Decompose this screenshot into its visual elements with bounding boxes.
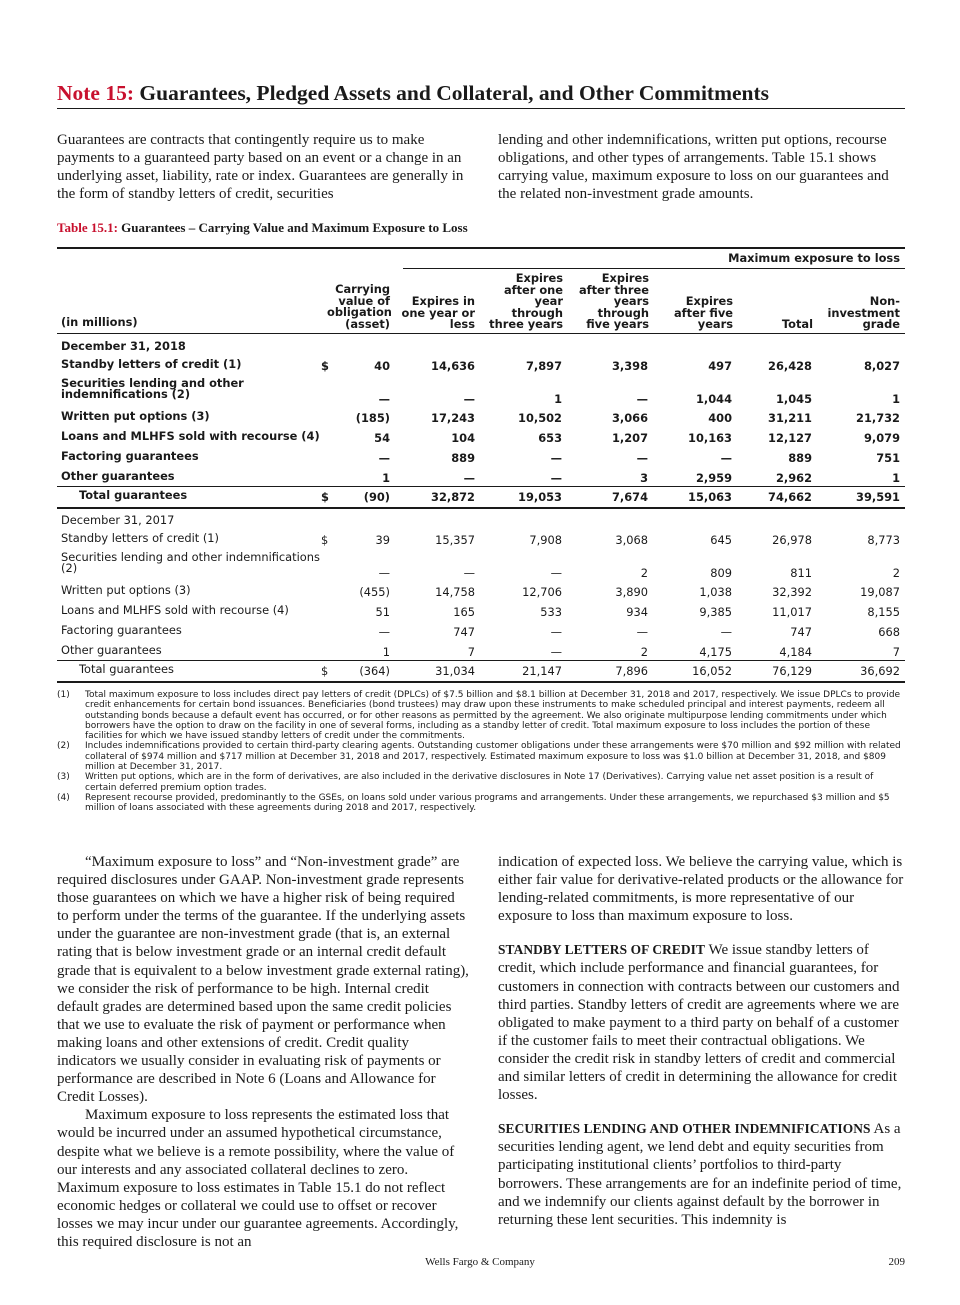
table-cell: —	[378, 392, 390, 406]
table-cell: 21,147	[522, 664, 562, 678]
table-cell: 21,732	[856, 411, 900, 425]
table-total-row	[57, 664, 905, 680]
body-left-column	[57, 853, 469, 1251]
table-cell: 15,357	[435, 533, 475, 547]
footnote-text: Represent recourse provided, predominantly to the GSEs, on loans sold under various programs and arrangements. Under these arrangements, we repurchased $3 million and $5 million of loans associated with these agreements during 2018 and 2017, respectively.	[85, 792, 890, 814]
table-cell: 39,591	[856, 490, 900, 504]
table-cell: 7,897	[525, 359, 562, 373]
dollar-sign: $	[321, 533, 329, 547]
table-cell: 2	[640, 645, 648, 659]
row-label: Other guarantees	[61, 469, 175, 483]
table-row	[57, 376, 905, 407]
table-cell: —	[636, 392, 648, 406]
body-left-paragraph-1: “Maximum exposure to loss” and “Non-investment grade” are required disclosures under GAAP. Non-investment grade represents those guarantees on which we have a higher risk of being required to perform under the terms of the guarantee. If the underlying assets under the guarantee are non-investment grade (that is, an external rating that is below investment grade or an internal credit default grade that is equivalent to a below investment grade external rating), we consider the risk of performance to be high. Internal credit default grades are determined based upon the same credit policies that we use to evaluate the risk of payment or performance when making loans and other extensions of credit. Credit quality indicators we usually consider in evaluating risk of payments or performance are described in Note 6 (Loans and Allowance for Credit Losses).	[57, 854, 469, 1106]
footnote-text: Total maximum exposure to loss includes direct pay letters of credit (DPLCs) of $7.5 billion and $8.1 billion at December 31, 2018 and 2017, respectively. We issue DPLCs to provide credit enhancements for certain bond issuances. Beneficiaries (bond trustees) may draw upon these instruments to make scheduled principal and interest payments, redeem all outstanding bonds because a default event has occurred, or for other reasons as permitted by the agreement. We also originate multipurpose lending commitments under which borrowers have the option to draw on the facility in one of several forms, including as a standby letter of credit. Total maximum exposure to loss includes the portion of these facilities for which we have issued standby letters of credit under the commitments.	[85, 690, 901, 742]
header-bottom-rule	[57, 333, 905, 334]
table-cell: 809	[710, 566, 732, 580]
table-row	[57, 471, 905, 487]
table-cell: 32,392	[772, 585, 812, 599]
table-cell: 36,692	[860, 664, 900, 678]
table-cell: 39	[375, 533, 390, 547]
table-cell: 645	[710, 533, 732, 547]
table-total-row	[57, 490, 905, 506]
table-row	[57, 645, 905, 661]
table-cell: (455)	[359, 585, 390, 599]
table-cell: 1	[892, 471, 900, 485]
table-cell: —	[550, 451, 562, 465]
footer-company: Wells Fargo & Company	[425, 1256, 535, 1268]
intro-left-column	[57, 131, 467, 203]
table-cell: 40	[374, 359, 390, 373]
row-label: Total guarantees	[79, 488, 188, 502]
table-cell: —	[550, 625, 562, 639]
table-rule	[57, 507, 905, 509]
footnote-number: (1)	[57, 690, 70, 700]
table-cell: 9,385	[699, 605, 732, 619]
intro-right-text: lending and other indemnifications, written put options, recourse obligations, and other types of arrangements. Table 15.1 shows carrying value, maximum exposure to loss on our guarantees and the related non-investment grade amounts.	[498, 132, 889, 203]
table-cell: 19,087	[860, 585, 900, 599]
section-date: December 31, 2017	[61, 513, 175, 527]
table-cell: 15,063	[688, 490, 732, 504]
note-header	[57, 80, 905, 109]
table-cell: 31,034	[435, 664, 475, 678]
row-label: Total guarantees	[79, 662, 174, 676]
table-row	[57, 625, 905, 641]
section-date: December 31, 2018	[61, 339, 186, 353]
table-cell: 4,184	[779, 645, 812, 659]
table-cell: 31,211	[768, 411, 812, 425]
page-title	[57, 80, 905, 106]
table-cell: 1	[382, 471, 390, 485]
row-label: Factoring guarantees	[61, 623, 182, 637]
footnote	[57, 690, 905, 741]
unit-label: (in millions)	[61, 315, 138, 329]
row-label: Other guarantees	[61, 643, 162, 657]
table-cell: 10,502	[518, 411, 562, 425]
table-cell: 1	[382, 645, 390, 659]
table-cell: 9,079	[863, 431, 900, 445]
table-row	[57, 605, 905, 621]
table-cell: 14,636	[431, 359, 475, 373]
column-header-non-investment: Non- investment grade	[827, 294, 900, 332]
table-cell: 934	[626, 605, 648, 619]
table-row	[57, 431, 905, 447]
table-rule	[57, 660, 905, 661]
table-cell: —	[378, 625, 390, 639]
table-cell: 14,758	[435, 585, 475, 599]
note-title: Guarantees, Pledged Assets and Collateral, and Other Commitments	[139, 81, 770, 105]
table-cell: 10,163	[688, 431, 732, 445]
row-label: Loans and MLHFS sold with recourse (4)	[61, 429, 320, 443]
standby-text: We issue standby letters of credit, which include performance and financial guarantees, for customers in connection with contracts between our customers and third parties. Standby letters of credit are agreements where we are obligated to make payment to a third party on behalf of a customer if the customer fails to meet their contractual obligations. We consider the credit risk in standby letters of credit and commercial and similar letters of credit in determining the allowance for credit losses.	[498, 942, 900, 1104]
table-caption: Guarantees – Carrying Value and Maximum Exposure to Loss	[121, 220, 468, 235]
table-cell: 7,908	[529, 533, 562, 547]
intro-right-column	[498, 131, 906, 203]
page-number: 209	[888, 1256, 905, 1268]
table-cell: (90)	[363, 490, 390, 504]
table-cell: 12,706	[522, 585, 562, 599]
table-row	[57, 451, 905, 467]
standby-heading: STANDBY LETTERS OF CREDIT	[498, 942, 705, 958]
row-label: Standby letters of credit (1)	[61, 531, 219, 545]
table-cell: 26,428	[768, 359, 812, 373]
table-cell: 17,243	[431, 411, 475, 425]
table-cell: —	[463, 471, 475, 485]
table-cell: 2,962	[775, 471, 812, 485]
column-header-one-year: Expires in one year or less	[401, 294, 475, 332]
column-header-total: Total	[781, 317, 813, 331]
table-cell: 889	[788, 451, 812, 465]
table-row	[57, 585, 905, 601]
table-cell: —	[720, 451, 732, 465]
dollar-sign: $	[321, 664, 329, 678]
table-row	[57, 359, 905, 375]
column-header-carrying-value: Carrying value of obligation (asset)	[327, 282, 392, 331]
table-cell: 751	[876, 451, 900, 465]
table-cell: (185)	[355, 411, 390, 425]
table-cell: 497	[708, 359, 732, 373]
dollar-sign: $	[321, 359, 329, 373]
table-cell: 3,068	[615, 533, 648, 547]
body-right-paragraph-1: indication of expected loss. We believe the carrying value, which is either fair value for derivative-related products or the allowance for lending-related commitments, is more representative of our exposure to loss than maximum exposure to loss.	[498, 854, 904, 925]
table-cell: —	[720, 625, 732, 639]
securities-text: As a securities lending agent, we lend debt and equity securities from participating institutional clients’ portfolios to third-party borrowers. These arrangements are for an indefinite period of time, and we indemnify our clients against default by the borrower in returning these lent securities. This indemnity is	[498, 1121, 902, 1228]
table-cell: (364)	[359, 664, 390, 678]
footnote-number: (2)	[57, 741, 70, 752]
footnote	[57, 793, 905, 814]
column-header-three-to-five: Expires after three years through five years	[578, 271, 649, 332]
table-cell: 7,896	[615, 664, 648, 678]
table-cell: 54	[374, 431, 390, 445]
column-header-one-to-three: Expires after one year through three years	[489, 271, 563, 332]
table-cell: 74,662	[768, 490, 812, 504]
footnote-number: (4)	[57, 792, 70, 803]
table-cell: —	[636, 451, 648, 465]
table-footnotes	[57, 690, 905, 814]
table-cell: 1	[892, 392, 900, 406]
table-label: Table 15.1:	[57, 220, 118, 235]
table-cell: 1	[554, 392, 562, 406]
table-cell: 12,127	[768, 431, 812, 445]
table-row	[57, 550, 905, 581]
body-left-paragraph-2: Maximum exposure to loss represents the estimated loss that would be incurred under an assumed hypothetical circumstance, despite what we believe is a remote possibility, where the value of our interests and any associated collateral declines to zero. Maximum exposure to loss estimates in Table 15.1 do not reflect economic hedges or collateral we could use to offset or recover losses we may incur under our guarantee agreements. Accordingly, this required disclosure is not an	[57, 1107, 459, 1250]
row-label: Securities lending and other indemnifications (2)	[61, 376, 244, 401]
table-cell: 7	[467, 645, 475, 659]
table-cell: —	[550, 566, 562, 580]
table-cell: —	[636, 625, 648, 639]
table-cell: 76,129	[772, 664, 812, 678]
standby-section	[498, 941, 906, 1104]
footnote	[57, 772, 905, 793]
table-cell: 668	[878, 625, 900, 639]
span-header-max-exposure: Maximum exposure to loss	[728, 251, 900, 265]
column-header-after-five: Expires after five years	[674, 294, 733, 332]
table-cell: 11,017	[772, 605, 812, 619]
table-cell: 3,066	[611, 411, 648, 425]
footnote-number: (3)	[57, 772, 70, 783]
table-cell: 32,872	[431, 490, 475, 504]
table-cell: —	[463, 392, 475, 406]
table-row	[57, 533, 905, 549]
table-cell: 533	[540, 605, 562, 619]
table-cell: 811	[790, 566, 812, 580]
table-row	[57, 411, 905, 427]
table-cell: 16,052	[692, 664, 732, 678]
table-cell: 653	[538, 431, 562, 445]
table-cell: 747	[453, 625, 475, 639]
table-cell: —	[550, 645, 562, 659]
table-cell: —	[378, 451, 390, 465]
table-cell: 889	[451, 451, 475, 465]
table-title	[57, 220, 468, 236]
table-cell: 104	[451, 431, 475, 445]
table-cell: 3,398	[611, 359, 648, 373]
table-top-rule	[57, 247, 905, 249]
table-cell: 1,038	[699, 585, 732, 599]
table-cell: 51	[375, 605, 390, 619]
note-number: Note 15:	[57, 81, 135, 105]
table-cell: —	[463, 566, 475, 580]
securities-heading: SECURITIES LENDING AND OTHER INDEMNIFICATIONS	[498, 1121, 871, 1137]
table-cell: 1,044	[695, 392, 732, 406]
row-label: Standby letters of credit (1)	[61, 357, 242, 371]
table-cell: 1,045	[775, 392, 812, 406]
table-cell: 8,027	[863, 359, 900, 373]
table-cell: 7,674	[611, 490, 648, 504]
table-cell: 3,890	[615, 585, 648, 599]
table-cell: 2,959	[695, 471, 732, 485]
table-cell: 4,175	[699, 645, 732, 659]
row-label: Written put options (3)	[61, 583, 191, 597]
table-cell: —	[378, 566, 390, 580]
row-label: Securities lending and other indemnifications (2)	[61, 550, 320, 575]
table-cell: 400	[708, 411, 732, 425]
dollar-sign: $	[321, 490, 329, 504]
footnote	[57, 741, 905, 772]
table-cell: 19,053	[518, 490, 562, 504]
footnote-text: Written put options, which are in the form of derivatives, are also included in the derivative disclosures in Note 17 (Derivatives). Carrying value net asset position is a result of certain deferred premium option trades.	[85, 772, 874, 793]
table-cell: 2	[892, 566, 900, 580]
table-cell: 747	[790, 625, 812, 639]
table-rule	[57, 486, 905, 487]
table-cell: 26,978	[772, 533, 812, 547]
securities-section	[498, 1120, 906, 1229]
table-rule	[57, 681, 905, 683]
table-cell: —	[550, 471, 562, 485]
table-cell: 8,773	[867, 533, 900, 547]
table-cell: 8,155	[867, 605, 900, 619]
table-cell: 3	[640, 471, 648, 485]
row-label: Factoring guarantees	[61, 449, 199, 463]
table-cell: 1,207	[611, 431, 648, 445]
table-cell: 2	[640, 566, 648, 580]
row-label: Loans and MLHFS sold with recourse (4)	[61, 603, 289, 617]
span-header-rule	[403, 268, 905, 269]
row-label: Written put options (3)	[61, 409, 210, 423]
footnote-text: Includes indemnifications provided to certain third-party clearing agents. Outstanding customer obligations under these arrangements were $70 million and $92 million with related collateral of $974 million and $717 million at December 31, 2018 and 2017, respectively. Estimated maximum exposure to loss was $1.0 billion at December 31, 2018, and $809 million at December 31, 2017.	[85, 741, 901, 773]
intro-left-text: Guarantees are contracts that contingently require us to make payments to a guaranteed party based on an event or a change in an underlying asset, liability, rate or index. Guarantees are generally in the form of standby letters of credit, securities	[57, 132, 464, 203]
body-right-column	[498, 853, 906, 1229]
table-cell: 7	[892, 645, 900, 659]
table-cell: 165	[453, 605, 475, 619]
